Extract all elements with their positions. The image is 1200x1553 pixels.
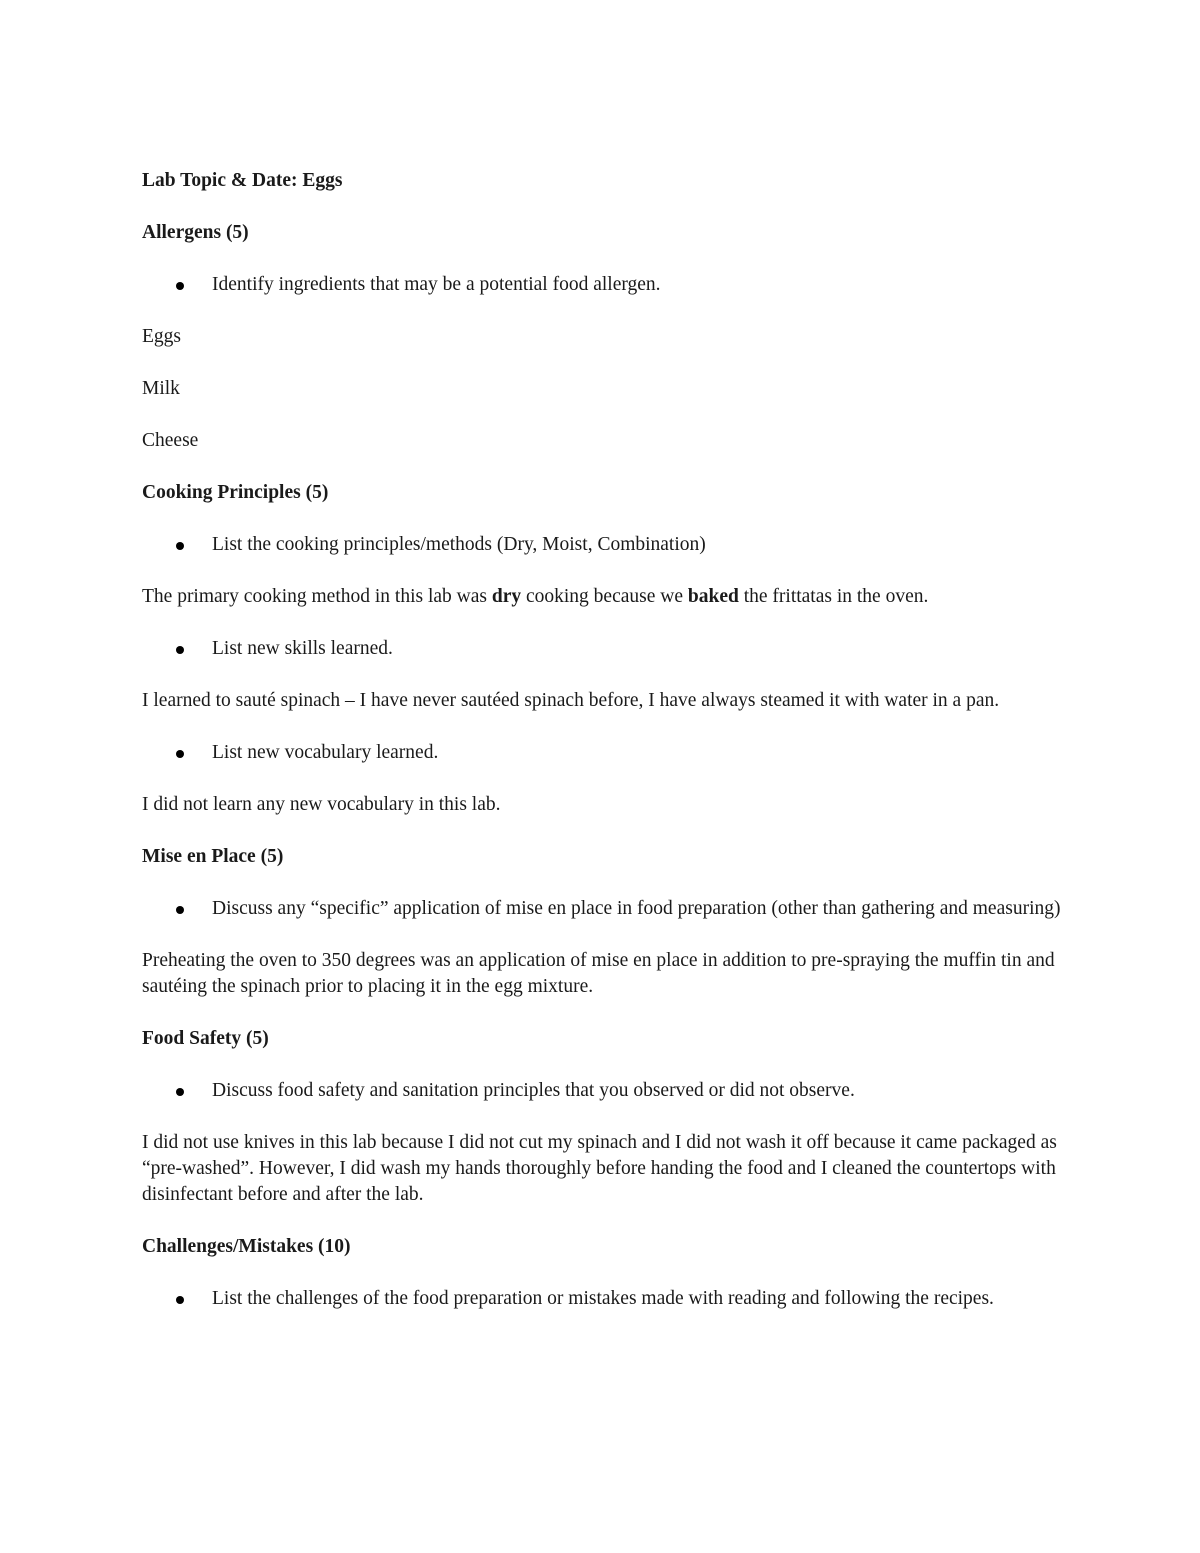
bullet-icon: [176, 750, 184, 758]
lab-title-label: Lab Topic & Date:: [142, 170, 298, 191]
safety-prompt: [142, 1078, 1062, 1104]
allergen-item: Eggs: [142, 326, 181, 347]
answer-text: The primary cooking method in this lab was: [142, 586, 492, 607]
allergen-item: Milk: [142, 378, 180, 399]
safety-heading: Food Safety (5): [142, 1028, 269, 1049]
challenges-prompt: [142, 1286, 1062, 1312]
answer-text: cooking because we: [521, 586, 688, 607]
challenges-heading: Challenges/Mistakes (10): [142, 1236, 351, 1257]
mise-heading: Mise en Place (5): [142, 846, 284, 867]
allergens-heading: Allergens (5): [142, 222, 249, 243]
cooking-methods-prompt-text: List the cooking principles/methods (Dry, Moist, Combination): [212, 534, 706, 555]
mise-prompt-text: Discuss any “specific” application of mise en place in food preparation (other than gathering and measuring): [212, 898, 1061, 919]
allergens-prompt: [142, 272, 1062, 298]
skills-prompt-text: List new skills learned.: [212, 638, 393, 659]
vocab-prompt-text: List new vocabulary learned.: [212, 742, 439, 763]
bullet-icon: [176, 282, 184, 290]
bullet-icon: [176, 1296, 184, 1304]
allergens-prompt-text: Identify ingredients that may be a potential food allergen.: [212, 274, 661, 295]
answer-bold: dry: [491, 586, 522, 607]
cooking-heading: Cooking Principles (5): [142, 482, 329, 503]
bullet-icon: [176, 646, 184, 654]
safety-answer: I did not use knives in this lab because I did not cut my spinach and I did not wash it off because it came packaged as “pre-washed”. However, I did wash my hands thoroughly before handing the food and I cleaned the countertops with disinfectant before and after the lab.: [142, 1132, 1057, 1205]
skills-answer: I learned to sauté spinach – I have never sautéed spinach before, I have always steamed it with water in a pan.: [142, 690, 1000, 711]
mise-answer: Preheating the oven to 350 degrees was an application of mise en place in addition to pre-spraying the muffin tin and sautéing the spinach prior to placing it in the egg mixture.: [142, 950, 1055, 997]
bullet-icon: [176, 542, 184, 550]
safety-prompt-text: Discuss food safety and sanitation principles that you observed or did not observe.: [212, 1080, 855, 1101]
mise-prompt: [142, 896, 1062, 922]
bullet-icon: [176, 906, 184, 914]
bullet-icon: [176, 1088, 184, 1096]
lab-title: [142, 168, 1062, 194]
skills-prompt: [142, 636, 1062, 662]
cooking-methods-answer: [142, 584, 1062, 610]
vocab-answer: I did not learn any new vocabulary in this lab.: [142, 794, 501, 815]
document-page: [142, 168, 1062, 1338]
lab-title-value: Eggs: [302, 170, 343, 191]
vocab-prompt: [142, 740, 1062, 766]
cooking-methods-prompt: [142, 532, 1062, 558]
answer-bold: baked: [687, 586, 739, 607]
answer-text: the frittatas in the oven.: [738, 586, 929, 607]
challenges-prompt-text: List the challenges of the food preparation or mistakes made with reading and following the recipes.: [212, 1288, 994, 1309]
allergen-item: Cheese: [142, 430, 199, 451]
